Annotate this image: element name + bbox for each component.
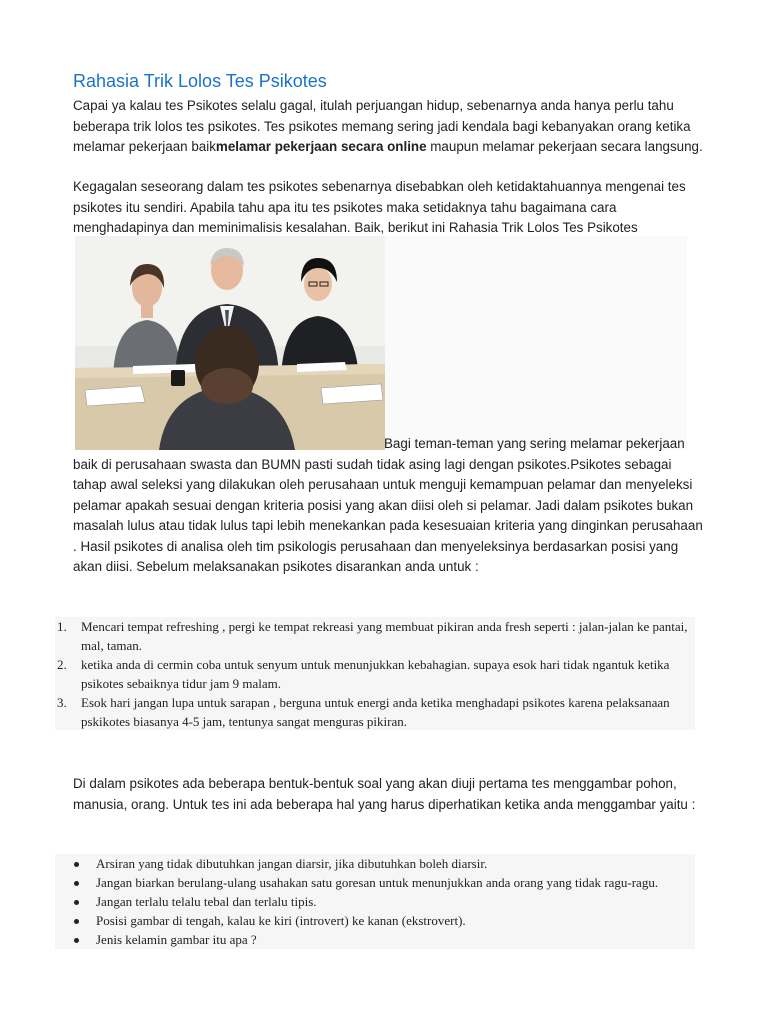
second-paragraph: Kegagalan seseorang dalam tes psikotes sebenarnya disebabkan oleh ketidaktahuannya mengenai tes psikotes itu sendiri. Apabila tahu apa itu tes psikotes maka setidaknya tahu bagaimana cara menghadapinya dan meminimalisis kesalahan. Baik, berikut ini Rahasia Trik Lolos Tes Psikotes <box>73 179 686 235</box>
list-item-text: Arsiran yang tidak dibutuhkan jangan diarsir, jika dibutuhkan boleh diarsir. <box>96 856 488 871</box>
intro-text: Capai ya kalau tes Psikotes selalu gagal, itulah perjuangan hidup, sebenarnya anda hanya perlu tahu beberapa trik lolos tes psikotes. Tes psikotes memang sering jadi kendala bagi kebanyakan orang ketika melamar pekerjaan baik <box>73 98 691 154</box>
list-item-text: Jenis kelamin gambar itu apa ? <box>96 932 257 947</box>
intro-paragraph <box>73 96 703 158</box>
drawing-tips-list <box>55 854 695 949</box>
drawing-tips-box <box>55 854 695 949</box>
bullet-icon <box>74 900 79 905</box>
fourth-paragraph: Di dalam psikotes ada beberapa bentuk-bentuk soal yang akan diuji pertama tes menggambar pohon, manusia, orang. Untuk tes ini ada beberapa hal yang harus diperhatikan ketika anda menggambar yaitu : <box>73 776 696 812</box>
bullet-icon <box>74 919 79 924</box>
interview-photo <box>75 236 687 450</box>
list-item-text: Jangan biarkan berulang-ulang usahakan satu goresan untuk menunjukkan anda orang yang tidak ragu-ragu. <box>96 875 659 890</box>
tips-list-box <box>55 617 695 730</box>
third-paragraph-body: baik di perusahaan swasta dan BUMN pasti sudah tidak asing lagi dengan psikotes.Psikotes sebagai tahap awal seleksi yang dilakukan oleh perusahaan untuk menguji kemampuan pelamar dan menyeleksi pelamar apakah sesuai dengan kriteria posisi yang akan diisi oleh si pelamar. Jadi dalam psikotes bukan masalah lulus atau tidak lulus tapi lebih menekankan pada kesesuaian kriteria yang dinginkan perusahaan . Hasil psikotes di analisa oleh tim psikologis perusahaan dan menyeleksinya berdasarkan posisi yang akan diisi. Sebelum melaksanakan psikotes disarankan anda untuk : <box>73 456 703 574</box>
list-number: 1. <box>57 619 67 634</box>
bullet-icon <box>74 862 79 867</box>
list-item-text: ketika anda di cermin coba untuk senyum untuk menunjukkan kebahagian. supaya esok hari tidak ngantuk ketika psikotes sebaiknya tidur jam 9 malam. <box>81 657 670 691</box>
bullet-icon <box>74 938 79 943</box>
tips-list <box>55 617 695 731</box>
list-item <box>55 854 695 873</box>
list-item-text: Jangan terlalu telalu tebal dan terlalu tipis. <box>96 894 317 909</box>
list-number: 3. <box>57 695 67 710</box>
interview-illustration <box>75 236 385 450</box>
list-item <box>55 617 695 655</box>
article-title: Rahasia Trik Lolos Tes Psikotes <box>73 71 327 91</box>
list-item <box>55 873 695 892</box>
list-item <box>55 892 695 911</box>
list-item <box>55 693 695 731</box>
list-item-text: Posisi gambar di tengah, kalau ke kiri (introvert) ke kanan (ekstrovert). <box>96 913 466 928</box>
bullet-icon <box>74 881 79 886</box>
intro-bold-link-text: melamar pekerjaan secara online <box>215 139 427 154</box>
list-item <box>55 911 695 930</box>
intro-text-end: maupun melamar pekerjaan secara langsung. <box>426 139 703 154</box>
list-item-text: Mencari tempat refreshing , pergi ke tempat rekreasi yang membuat pikiran anda fresh seperti : jalan-jalan ke pantai, mal, taman. <box>81 619 688 653</box>
third-paragraph <box>73 434 703 578</box>
caption-line: Bagi teman-teman yang sering melamar pekerjaan <box>384 436 685 451</box>
list-number: 2. <box>57 657 67 672</box>
list-item <box>55 930 695 949</box>
list-item <box>55 655 695 693</box>
list-item-text: Esok hari jangan lupa untuk sarapan , berguna untuk energi anda ketika menghadapi psikotes karena pelaksanaan pskikotes biasanya 4-5 jam, tentunya sangat menguras pikiran. <box>81 695 670 729</box>
